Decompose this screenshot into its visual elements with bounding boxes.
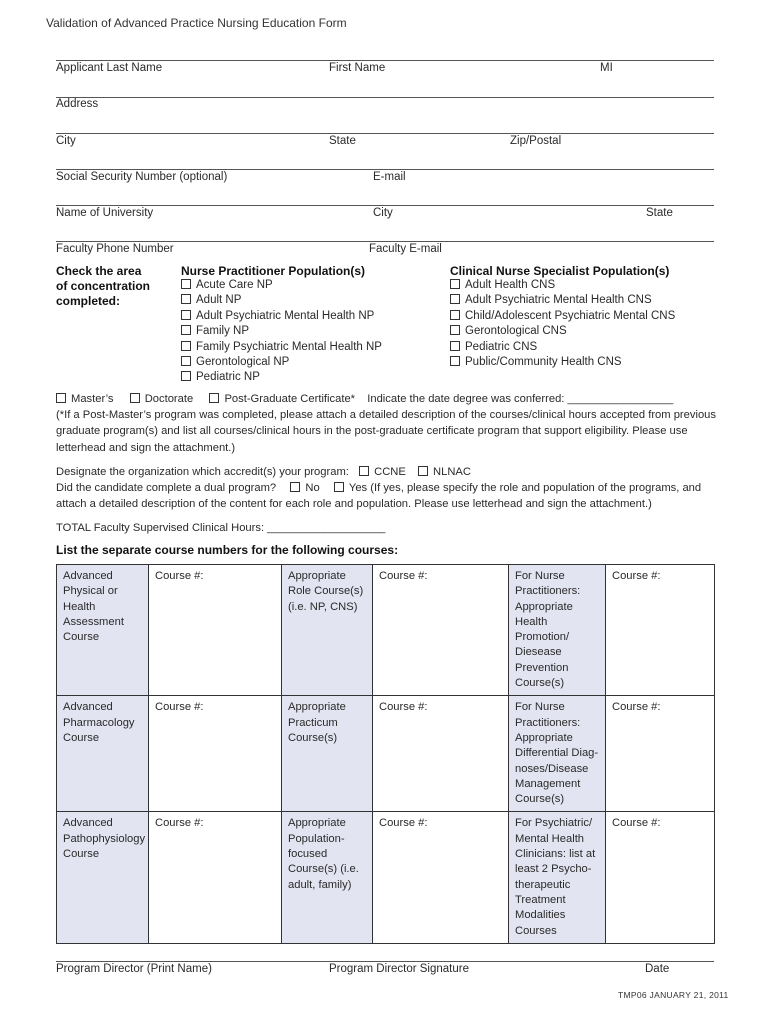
course-number-cell[interactable]: Course #: [149,696,282,812]
dual-program-prompt: Did the candidate complete a dual program? [56,482,277,495]
cns-list [450,278,675,370]
option-label: Adult NP [196,294,242,307]
ssn-field[interactable]: Social Security Number (optional) [56,171,228,183]
courses-header: List the separate course numbers for the following courses: [56,543,399,557]
course-name-cell: For Nurse Practitioners: Appropriate Differential Diag- noses/Disease Management Course(s) [509,696,606,812]
cns-option[interactable] [450,324,675,339]
accreditation-row [56,464,714,480]
option-label: Family Psychiatric Mental Health NP [196,340,382,353]
course-name-cell: Advanced Physical or Health Assessment Course [57,565,149,696]
option-label: Child/Adolescent Psychiatric Mental CNS [465,309,676,322]
faculty-phone-field[interactable]: Faculty Phone Number [56,243,174,255]
nlnac-label: NLNAC [433,466,471,478]
accreditation-section [56,464,714,513]
field-line [56,97,714,98]
address-field[interactable]: Address [56,98,99,110]
option-label: Public/Community Health CNS [465,356,622,369]
option-label: Gerontological CNS [465,325,567,338]
option-label: Adult Psychiatric Mental Health CNS [465,294,652,307]
table-row [57,565,715,696]
cns-option[interactable] [450,355,675,370]
cns-option[interactable] [450,309,675,324]
course-number-cell[interactable]: Course #: [606,565,715,696]
option-label: Family NP [196,325,250,338]
prompt-line: Check the area [56,264,142,278]
np-option[interactable] [181,324,382,339]
zip-field[interactable]: Zip/Postal [510,135,562,147]
degree-options [56,391,714,407]
doctorate-checkbox[interactable] [130,393,140,403]
prompt-line: of concentration [56,279,151,293]
checkbox[interactable] [450,294,460,304]
checkbox[interactable] [181,371,191,381]
course-number-cell[interactable]: Course #: [606,812,715,943]
np-option[interactable] [181,293,382,308]
np-option[interactable] [181,355,382,370]
course-name-cell: Appropriate Role Course(s) (i.e. NP, CNS) [282,565,373,696]
footer-code: TMP06 JANUARY 21, 2011 [618,990,729,1000]
checkbox[interactable] [450,310,460,320]
course-number-cell[interactable]: Course #: [373,565,509,696]
checkbox[interactable] [450,325,460,335]
faculty-email-field[interactable]: Faculty E-mail [369,243,442,255]
course-name-cell: For Nurse Practitioners: Appropriate Health Promotion/ Diesease Prevention Course(s) [509,565,606,696]
checkbox[interactable] [181,341,191,351]
form-title: Validation of Advanced Practice Nursing Education Form [46,16,347,30]
prompt-line: completed: [56,294,121,308]
last-name-field[interactable]: Applicant Last Name [56,62,163,74]
np-list [181,278,382,386]
degree-date-prompt[interactable]: Indicate the date degree was conferred: _________________ [367,393,674,405]
cns-header: Clinical Nurse Specialist Population(s) [450,264,670,278]
first-name-field[interactable]: First Name [329,62,386,74]
date-field[interactable]: Date [645,963,670,975]
cns-option[interactable] [450,293,675,308]
university-city-field[interactable]: City [373,207,393,219]
signature-line [56,961,714,962]
course-name-cell: Advanced Pathophysiology Course [57,812,149,943]
accreditation-prompt: Designate the organization which accredit(s) your program: [56,466,349,478]
option-label: Pediatric NP [196,371,260,384]
checkbox[interactable] [181,356,191,366]
degree-section [56,391,714,456]
course-name-cell: Advanced Pharmacology Course [57,696,149,812]
cns-option[interactable] [450,340,675,355]
checkbox[interactable] [181,279,191,289]
course-name-cell: For Psychiatric/ Mental Health Clinicians: list at least 2 Psycho- therapeutic Treatment Modalities Courses [509,812,606,943]
course-number-cell[interactable]: Course #: [373,812,509,943]
field-line [56,205,714,206]
np-option[interactable] [181,309,382,324]
course-number-cell[interactable]: Course #: [149,565,282,696]
postgrad-note: (*If a Post-Master’s program was completed, please attach a detailed description of the courses/clinical hours accepted from previous [56,409,716,422]
masters-label: Master’s [71,393,114,405]
middle-initial-field[interactable]: MI [600,62,613,74]
university-field[interactable]: Name of University [56,207,154,219]
option-label: Adult Health CNS [465,279,556,291]
course-table [56,564,715,944]
email-field[interactable]: E-mail [373,171,406,183]
concentration-prompt [56,264,150,309]
option-label: Pediatric CNS [465,340,538,353]
postgrad-note: graduate program(s) and list all courses/clinical hours in the post-graduate certificate program that support eligibility. Please use [56,425,688,438]
checkbox[interactable] [181,310,191,320]
clinical-hours-field[interactable]: TOTAL Faculty Supervised Clinical Hours: ___________________ [56,522,386,534]
course-number-cell[interactable]: Course #: [373,696,509,812]
np-option[interactable] [181,278,382,293]
cns-option[interactable] [450,278,675,293]
field-line [56,60,714,61]
no-checkbox[interactable] [290,482,300,492]
course-number-cell[interactable]: Course #: [149,812,282,943]
yes-label: Yes (If yes, please specify the role and population of the programs, and [348,482,702,495]
field-line [56,241,714,242]
np-option[interactable] [181,370,382,385]
option-label: Acute Care NP [196,279,273,291]
university-state-field[interactable]: State [646,207,673,219]
np-option[interactable] [181,340,382,355]
state-field[interactable]: State [329,135,356,147]
no-label: No [305,482,320,495]
doctorate-label: Doctorate [144,393,194,405]
course-name-cell: Appropriate Population- focused Course(s) (i.e. adult, family) [282,812,373,943]
np-header: Nurse Practitioner Population(s) [181,264,366,278]
dual-program-row [56,480,714,496]
dual-program-note: attach a detailed description of the content for each role and population. Please use letterhead and sign the attachment.) [56,498,652,511]
table-row [57,696,715,812]
checkbox[interactable] [450,341,460,351]
option-label: Adult Psychiatric Mental Health NP [196,309,375,322]
ccne-label: CCNE [374,466,406,478]
masters-checkbox[interactable] [56,393,66,403]
checkbox[interactable] [450,356,460,366]
checkbox[interactable] [181,325,191,335]
director-name-field[interactable]: Program Director (Print Name) [56,963,212,975]
table-row [57,812,715,943]
checkbox[interactable] [181,294,191,304]
field-line [56,133,714,134]
field-line [56,169,714,170]
option-label: Gerontological NP [196,356,290,369]
postgrad-checkbox[interactable] [209,393,219,403]
course-number-cell[interactable]: Course #: [606,696,715,812]
postgrad-label: Post-Graduate Certificate* [224,393,356,405]
director-signature-field[interactable]: Program Director Signature [329,963,469,975]
city-field[interactable]: City [56,135,76,147]
ccne-checkbox[interactable] [359,466,369,476]
nlnac-checkbox[interactable] [418,466,428,476]
postgrad-note: letterhead and sign the attachment.) [56,441,236,454]
yes-checkbox[interactable] [334,482,344,492]
course-name-cell: Appropriate Practicum Course(s) [282,696,373,812]
checkbox[interactable] [450,279,460,289]
